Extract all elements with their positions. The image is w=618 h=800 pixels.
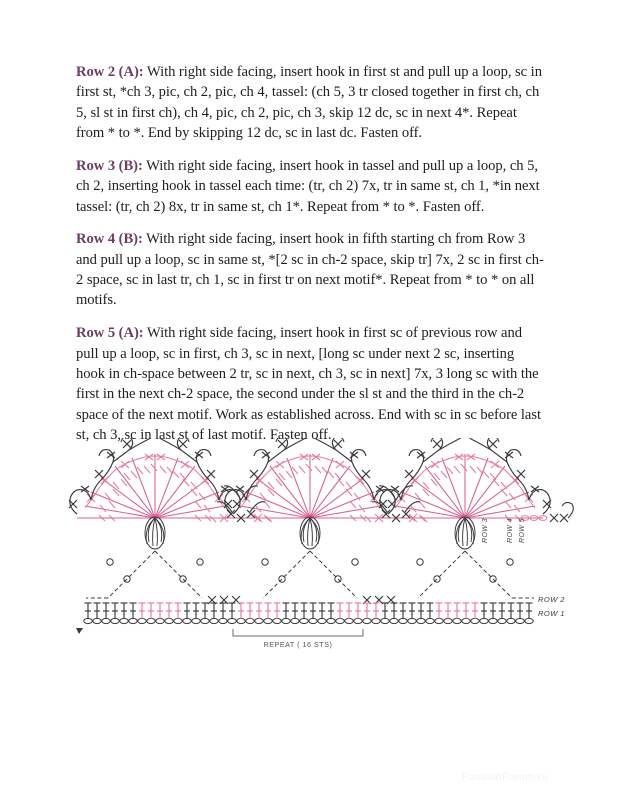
instructions-body: [76, 62, 544, 445]
fan-motif-2: [224, 438, 396, 549]
repeat-label: REPEAT ( 16 STS): [263, 640, 333, 649]
watermark: PassionForum.ru: [462, 771, 548, 783]
row-text-4: With right side facing, insert hook in fifth starting ch from Row 3 and pull up a loop, sc in same st, *[2 sc in ch-2 space, skip tr] 7x, 2 sc in first ch-2 space, sc in last tr, ch 1, sc in first tr on next motif*. Repeat from * to * on all motifs.: [76, 231, 544, 309]
paragraph-row-3: [76, 156, 544, 217]
row-text-5: With right side facing, insert hook in first sc of previous row and pull up a loop, sc in first, ch 3, sc in next, [long sc under next 2 sc, inserting hook in ch-space between 2 tr, sc in next, ch 3, sc in next] 7x, 3 long sc with the first in the next ch-2 space, the second under the sl st and the third in the ch-2 space of the next motif. Work as established across. End with sc in sc before last st, ch 3, sc in last st of last motif. Fasten off.: [76, 325, 541, 443]
row-label-5: Row 5 (A):: [76, 325, 144, 342]
row-label-3: Row 3 (B):: [76, 157, 143, 174]
row-label-4: Row 4 (B):: [76, 231, 143, 248]
fan-motif-1: [69, 438, 241, 549]
chart-svg: [60, 438, 580, 663]
row1-foundation: [76, 603, 533, 634]
row-label-vertical-3: ROW 3: [482, 518, 489, 543]
repeat-bracket: [233, 629, 363, 636]
crochet-chart-diagram: [60, 438, 580, 663]
paragraph-row-2: [76, 62, 544, 143]
row-end-tail: [521, 502, 573, 522]
row-text-2: With right side facing, insert hook in first st and pull up a loop, sc in first st, *ch 3, pic, ch 2, pic, ch 4, tassel: (ch 5, 3 tr closed together in first ch, ch 5, sl st in first ch), ch 4, pic, ch 2, pic, ch 3, skip 12 dc, sc in next 4*. Repeat from * to *. End by skipping 12 dc, sc in last dc. Fasten off.: [76, 64, 542, 142]
row-label-vertical-4: ROW 4: [507, 518, 514, 543]
row-label-vertical-5: ROW 5: [519, 518, 526, 543]
row2-chain-arcs: [86, 551, 534, 604]
row-label-right-1: ROW 1: [538, 609, 565, 618]
start-arrow-marker: [76, 628, 83, 634]
paragraph-row-5: [76, 323, 544, 445]
row-text-3: With right side facing, insert hook in tassel and pull up a loop, ch 5, ch 2, inserting hook in tassel each time: (tr, ch 2) 7x, tr in same st, ch 1, *in next tassel: (tr, ch 2) 8x, tr in same st, ch 1*. Repeat from * to *. Fasten off.: [76, 157, 540, 215]
paragraph-row-4: [76, 229, 544, 310]
row-label-right-2: ROW 2: [538, 595, 565, 604]
row-label-2: Row 2 (A):: [76, 64, 144, 80]
